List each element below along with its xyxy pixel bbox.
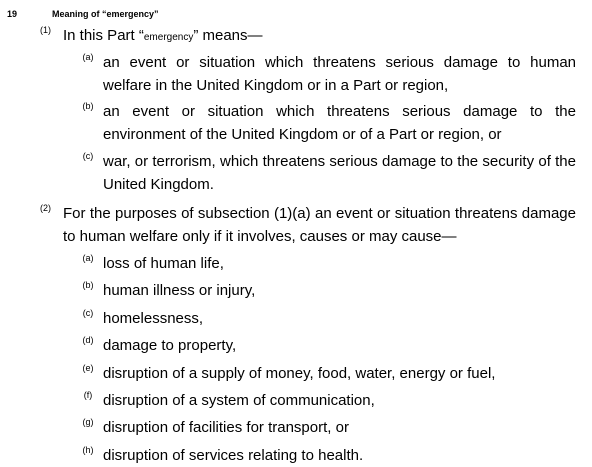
paragraph-1a: [80, 51, 576, 97]
paragraph-2d: [80, 334, 576, 357]
subsection-text: For the purposes of subsection (1)(a) an event or situation threatens damage to human welfare only if it involves, causes or may cause—: [63, 205, 576, 245]
paragraph-label: (a): [82, 253, 94, 263]
paragraph-text: human illness or injury,: [103, 282, 256, 299]
defined-term: emergency: [143, 32, 194, 43]
paragraph-text: loss of human life,: [103, 255, 224, 272]
subsection-label: (2): [40, 203, 51, 213]
subsection-text: [63, 24, 576, 49]
paragraph-label: (d): [82, 335, 94, 345]
paragraph-1b: [80, 100, 576, 146]
paragraph-2g: [80, 416, 576, 439]
paragraph-1c: [80, 150, 576, 196]
section-title: Meaning of “emergency”: [52, 9, 159, 19]
paragraph-2c: [80, 307, 576, 330]
paragraph-text: war, or terrorism, which threatens serious damage to the security of the United Kingdom.: [103, 153, 576, 193]
subsection-text-part: ” means—: [193, 27, 263, 44]
paragraph-text: damage to property,: [103, 337, 237, 354]
subsection-1: [40, 24, 576, 49]
paragraph-text: homelessness,: [103, 310, 204, 327]
paragraph-2e: [80, 362, 576, 385]
section-heading: [7, 8, 159, 20]
paragraph-label: (e): [82, 363, 94, 373]
paragraph-label: (f): [83, 390, 93, 400]
paragraph-text: an event or situation which threatens serious damage to the environment of the United Kingdom or of a Part or region, or: [103, 103, 576, 143]
paragraph-label: (b): [82, 101, 94, 111]
subsection-2: [40, 202, 576, 248]
section-number: 19: [7, 9, 18, 19]
paragraph-text: disruption of a supply of money, food, water, energy or fuel,: [103, 365, 496, 382]
paragraph-text: disruption of services relating to health.: [103, 447, 364, 464]
paragraph-2h: [80, 444, 576, 467]
paragraph-label: (a): [82, 52, 94, 62]
paragraph-text: disruption of a system of communication,: [103, 392, 375, 409]
paragraph-label: (h): [82, 445, 94, 455]
paragraph-text: disruption of facilities for transport, or: [103, 419, 349, 436]
paragraph-2a: [80, 252, 576, 275]
paragraph-2f: [80, 389, 576, 412]
paragraph-label: (c): [82, 151, 94, 161]
paragraph-label: (c): [82, 308, 94, 318]
subsection-text-part: In this Part “: [63, 27, 144, 44]
subsection-label: (1): [40, 25, 51, 35]
paragraph-label: (g): [82, 417, 94, 427]
paragraph-label: (b): [82, 280, 94, 290]
paragraph-text: an event or situation which threatens serious damage to human welfare in the United Kingdom or in a Part or region,: [103, 54, 576, 94]
paragraph-2b: [80, 279, 576, 302]
